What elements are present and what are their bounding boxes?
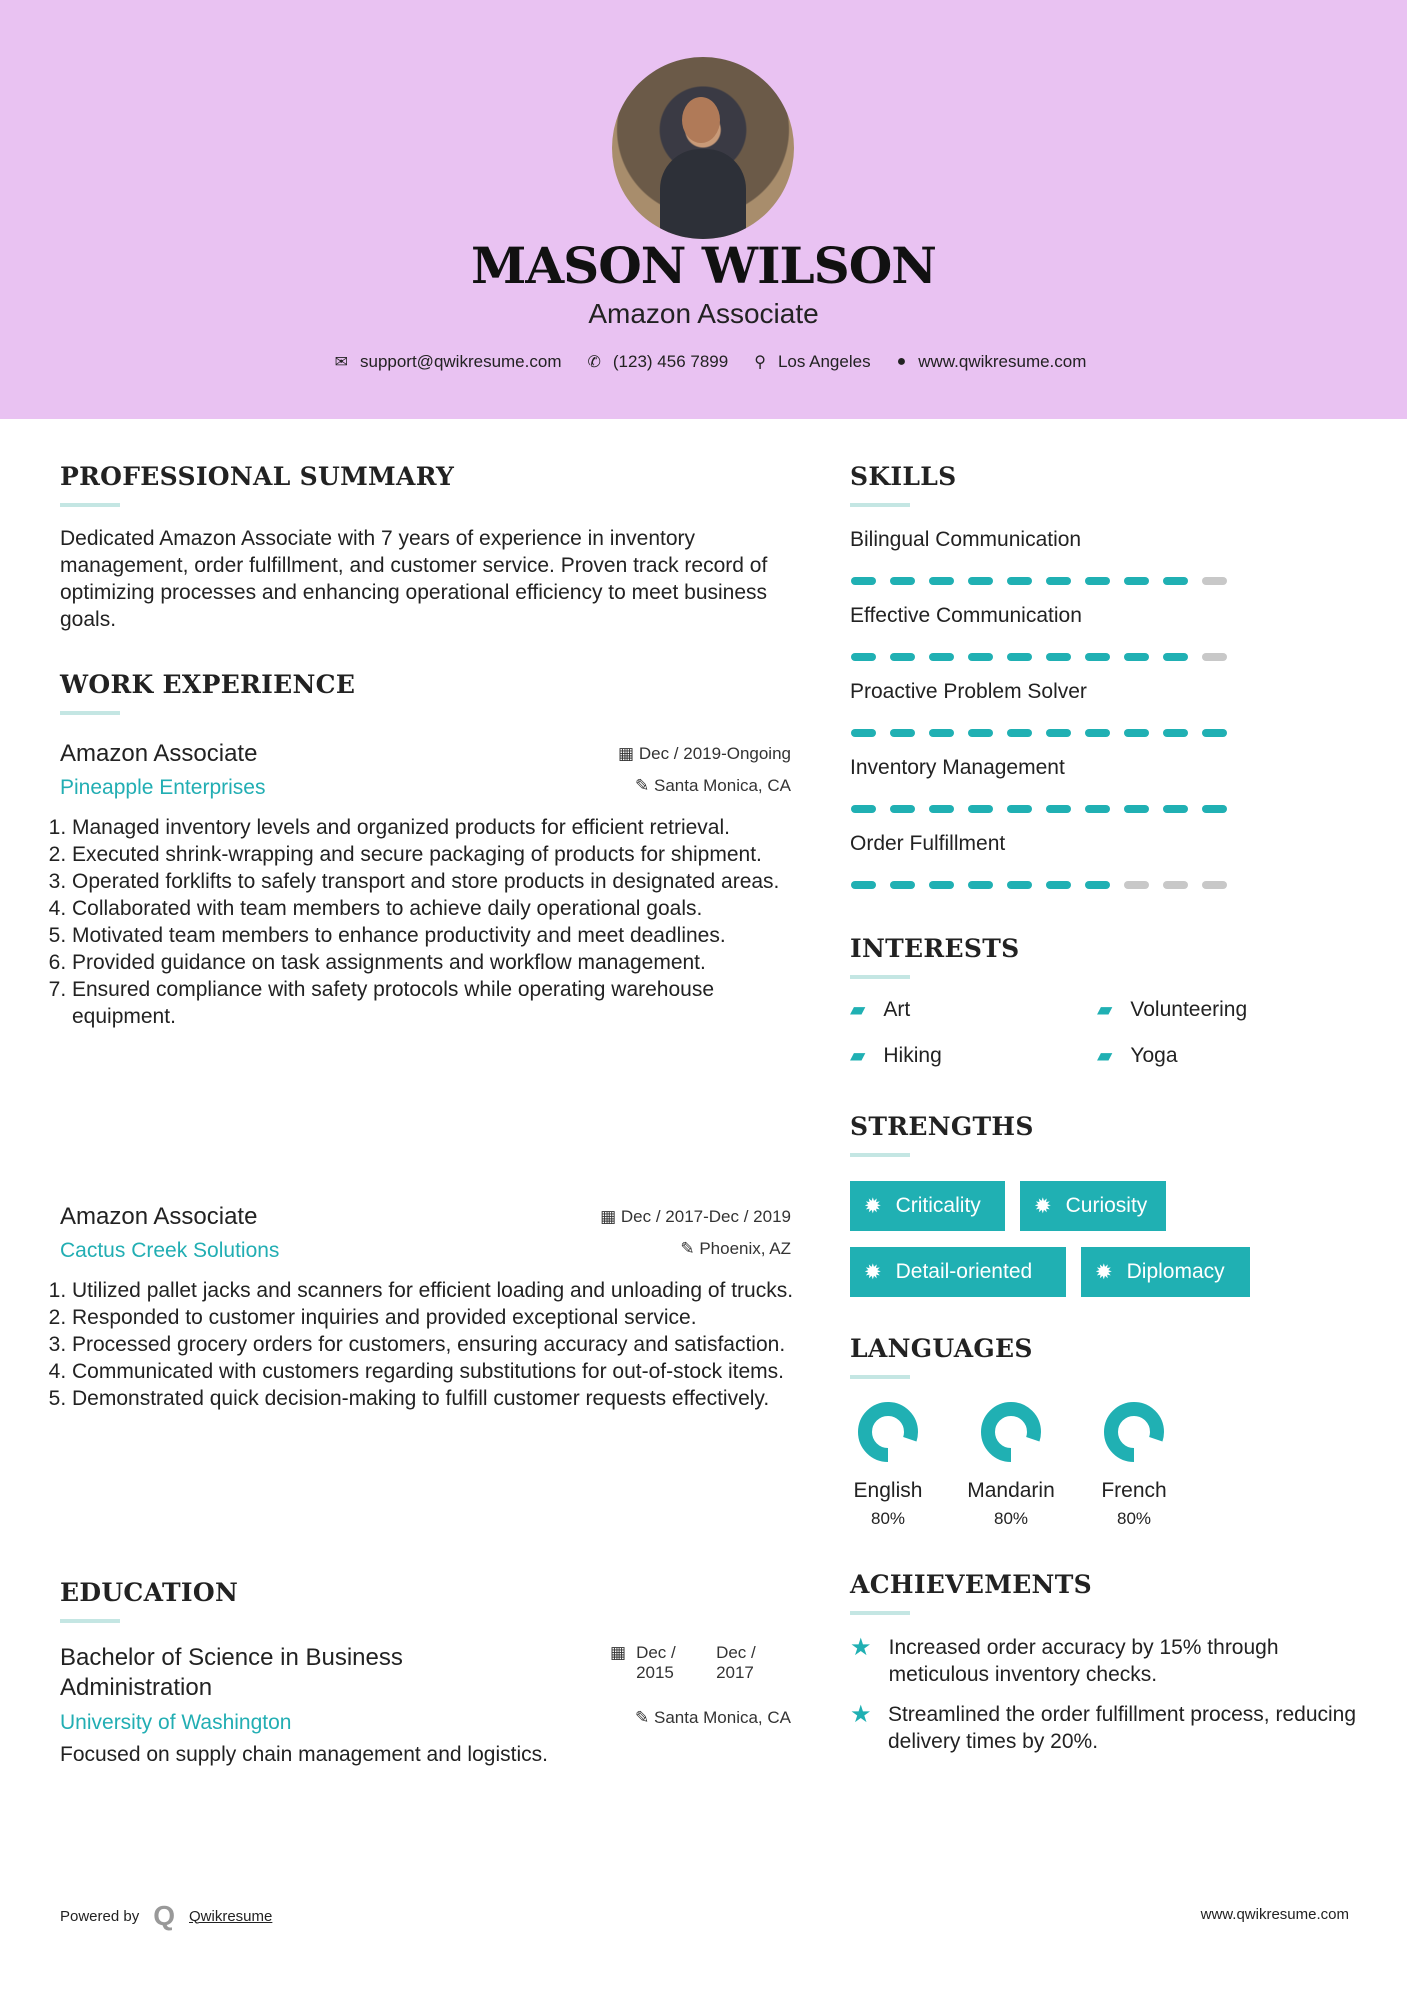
strength-tag: ✹ Criticality: [850, 1181, 1005, 1231]
job-title: Amazon Associate: [60, 1203, 258, 1230]
rating-dash-filled: [1085, 653, 1110, 661]
pin-icon: ✎: [635, 776, 654, 795]
phone-icon: ✆: [587, 354, 601, 371]
title-underline: [60, 1619, 120, 1623]
interest-item: ▰ Yoga: [1097, 1043, 1178, 1067]
skill-rating: [851, 577, 1227, 585]
title-underline: [60, 711, 120, 715]
job-title: Amazon Associate: [60, 740, 258, 767]
language-name: French: [1101, 1479, 1167, 1502]
rating-dash-filled: [968, 729, 993, 737]
candidate-name: MASON WILSON: [471, 236, 936, 295]
rating-dash-filled: [968, 805, 993, 813]
book-icon: ▰: [850, 999, 866, 1021]
rating-dash-filled: [890, 577, 915, 585]
rating-dash-filled: [1007, 577, 1032, 585]
pin-icon: ✎: [680, 1239, 700, 1258]
language-name: English: [853, 1479, 923, 1502]
rating-dash-filled: [1007, 805, 1032, 813]
achievement-item: ★ Increased order accuracy by 15% through meticulous inventory checks.: [850, 1634, 1279, 1686]
language-item: [1074, 1398, 1194, 1529]
book-icon: ▰: [850, 1045, 866, 1067]
rating-dash-filled: [1163, 805, 1188, 813]
list-item: 3. Processed grocery orders for customers, ensuring accuracy and satisfaction.: [72, 1331, 800, 1358]
language-percent: 80%: [870, 1509, 906, 1528]
job-entry: [60, 1203, 800, 1412]
company-name[interactable]: Pineapple Enterprises: [60, 776, 266, 799]
section-title: WORK EXPERIENCE: [60, 670, 356, 699]
skill-name: Effective Communication: [850, 604, 1082, 627]
section-title: ACHIEVEMENTS: [850, 1570, 1092, 1599]
envelope-icon: ✉: [334, 354, 348, 371]
section-title: STRENGTHS: [850, 1112, 1034, 1141]
pin-icon: ✎: [635, 1708, 654, 1727]
brand-link[interactable]: Qwikresume: [189, 1907, 273, 1925]
skill-rating: [851, 729, 1227, 737]
contact-email[interactable]: support@qwikresume.com: [359, 352, 562, 371]
interest-item: ▰ Hiking: [850, 1043, 942, 1067]
responsibilities-list: [54, 1277, 800, 1412]
rating-dash-filled: [851, 881, 876, 889]
skills-section: [850, 462, 1370, 507]
rating-dash-filled: [1085, 805, 1110, 813]
list-item: 7. Ensured compliance with safety protocols while operating warehouse equipment.: [72, 976, 800, 1030]
rating-dash-filled: [1202, 729, 1227, 737]
contact-website[interactable]: www.qwikresume.com: [918, 352, 1087, 371]
responsibilities-list: [54, 814, 800, 1030]
school[interactable]: University of Washington: [60, 1711, 292, 1734]
list-item: 2. Responded to customer inquiries and provided exceptional service.: [72, 1304, 800, 1331]
achievements-section: [850, 1570, 1092, 1615]
language-percent: 80%: [1116, 1509, 1152, 1528]
section-title: LANGUAGES: [850, 1334, 1033, 1363]
job-date: ▦ Dec / 2019-Ongoing: [618, 744, 791, 763]
strength-tag: ✹ Diplomacy: [1081, 1247, 1250, 1297]
calendar-icon: ▦: [600, 1207, 621, 1226]
job-location: ✎ Santa Monica, CA: [635, 776, 791, 795]
rating-dash-filled: [968, 881, 993, 889]
languages-section: [850, 1334, 1033, 1379]
education-location: ✎ Santa Monica, CA: [635, 1708, 791, 1727]
job-location: ✎ Phoenix, AZ: [680, 1239, 791, 1258]
title-underline: [850, 975, 910, 979]
rating-dash-filled: [890, 729, 915, 737]
language-proficiency-ring: [854, 1398, 922, 1466]
shooting-star-icon: ★: [850, 1634, 872, 1661]
skill-rating: [851, 653, 1227, 661]
rating-dash-filled: [1007, 729, 1032, 737]
rating-dash-filled: [1163, 577, 1188, 585]
list-item: 4. Communicated with customers regarding substitutions for out-of-stock items.: [72, 1358, 800, 1385]
section-title: PROFESSIONAL SUMMARY: [60, 462, 455, 491]
rating-dash-filled: [968, 577, 993, 585]
rating-dash-filled: [1007, 653, 1032, 661]
rating-dash-filled: [1046, 653, 1071, 661]
rating-dash-filled: [1202, 805, 1227, 813]
shooting-star-icon: ★: [850, 1701, 872, 1728]
list-item: 5. Motivated team members to enhance productivity and meet deadlines.: [72, 922, 800, 949]
rating-dash-filled: [1085, 577, 1110, 585]
rating-dash-filled: [1124, 729, 1149, 737]
experience-section: [60, 670, 800, 715]
rating-dash-filled: [851, 729, 876, 737]
rating-dash-filled: [968, 653, 993, 661]
list-item: 1. Utilized pallet jacks and scanners for efficient loading and unloading of trucks.: [72, 1277, 800, 1304]
interests-section: [850, 934, 1019, 979]
rating-dash-filled: [890, 881, 915, 889]
powered-by-label: Powered by: [60, 1907, 140, 1925]
title-underline: [850, 503, 910, 507]
strength-tag: ✹ Curiosity: [1020, 1181, 1166, 1231]
section-title: SKILLS: [850, 462, 957, 491]
rating-dash-empty: [1124, 881, 1149, 889]
contact-location: Los Angeles: [777, 352, 871, 371]
skill-name: Order Fulfillment: [850, 832, 1006, 855]
title-underline: [850, 1153, 910, 1157]
language-item: [828, 1398, 948, 1529]
language-proficiency-ring: [1100, 1398, 1168, 1466]
list-item: 4. Collaborated with team members to achieve daily operational goals.: [72, 895, 800, 922]
summary-text: Dedicated Amazon Associate with 7 years of experience in inventory management, order fulfillment, and customer service. Proven track record of optimizing processes and enhancing operational efficiency to meet business goals.: [60, 527, 768, 631]
contact-bar: [0, 352, 1407, 372]
title-underline: [850, 1611, 910, 1615]
list-item: 3. Operated forklifts to safely transport and store products in designated areas.: [72, 868, 800, 895]
degree: Bachelor of Science in Business Administration: [60, 1644, 403, 1701]
book-icon: ▰: [1097, 1045, 1113, 1067]
rating-dash-filled: [929, 729, 954, 737]
footer-brand: [60, 1900, 272, 1932]
strengths-section: [850, 1112, 1034, 1157]
education-description: Focused on supply chain management and logistics.: [60, 1743, 548, 1766]
rating-dash-filled: [1046, 805, 1071, 813]
skill-name: Proactive Problem Solver: [850, 680, 1087, 703]
badge-icon: ✹: [1095, 1260, 1113, 1284]
strength-tag: ✹ Detail-oriented: [850, 1247, 1066, 1297]
badge-icon: ✹: [864, 1194, 882, 1218]
language-percent: 80%: [993, 1509, 1029, 1528]
rating-dash-filled: [929, 577, 954, 585]
badge-icon: ✹: [1034, 1194, 1052, 1218]
rating-dash-filled: [1046, 729, 1071, 737]
achievement-item: ★ Streamlined the order fulfillment process, reducing delivery times by 20%.: [850, 1701, 1357, 1753]
ring-arc: [988, 1409, 1034, 1455]
rating-dash-filled: [1124, 805, 1149, 813]
rating-dash-filled: [929, 805, 954, 813]
language-name: Mandarin: [967, 1479, 1055, 1502]
language-proficiency-ring: [977, 1398, 1045, 1466]
rating-dash-filled: [1163, 729, 1188, 737]
section-title: EDUCATION: [60, 1578, 239, 1607]
rating-dash-filled: [851, 577, 876, 585]
rating-dash-filled: [1124, 577, 1149, 585]
interest-item: ▰ Art: [850, 997, 911, 1021]
summary-section: [60, 462, 800, 633]
rating-dash-filled: [890, 653, 915, 661]
language-item: [951, 1398, 1071, 1529]
calendar-icon: ▦: [610, 1643, 627, 1662]
book-icon: ▰: [1097, 999, 1113, 1021]
rating-dash-filled: [1007, 881, 1032, 889]
skill-rating: [851, 881, 1227, 889]
company-name[interactable]: Cactus Creek Solutions: [60, 1239, 280, 1262]
globe-icon: ●: [896, 353, 907, 370]
rating-dash-filled: [890, 805, 915, 813]
contact-phone: (123) 456 7899: [612, 352, 729, 371]
profile-photo: [612, 57, 794, 239]
rating-dash-filled: [1046, 881, 1071, 889]
list-item: 5. Demonstrated quick decision-making to fulfill customer requests effectively.: [72, 1385, 800, 1412]
rating-dash-filled: [851, 805, 876, 813]
ring-arc: [1111, 1409, 1157, 1455]
footer-website[interactable]: www.qwikresume.com: [1200, 1906, 1349, 1923]
rating-dash-filled: [1124, 653, 1149, 661]
list-item: 2. Executed shrink-wrapping and secure packaging of products for shipment.: [72, 841, 800, 868]
date-start: Dec / 2015: [636, 1643, 676, 1682]
ring-arc: [865, 1409, 911, 1455]
rating-dash-empty: [1202, 653, 1227, 661]
interest-item: ▰ Volunteering: [1097, 997, 1248, 1021]
job-date: ▦ Dec / 2017-Dec / 2019: [600, 1207, 791, 1226]
rating-dash-filled: [1163, 653, 1188, 661]
rating-dash-filled: [929, 653, 954, 661]
rating-dash-empty: [1202, 577, 1227, 585]
rating-dash-empty: [1163, 881, 1188, 889]
rating-dash-filled: [1085, 881, 1110, 889]
rating-dash-filled: [929, 881, 954, 889]
date-end: Dec / 2017: [716, 1643, 756, 1682]
badge-icon: ✹: [864, 1260, 882, 1284]
qwikresume-logo-icon: Q: [153, 1900, 175, 1931]
skill-rating: [851, 805, 1227, 813]
rating-dash-filled: [1046, 577, 1071, 585]
calendar-icon: ▦: [618, 744, 639, 763]
list-item: 1. Managed inventory levels and organized products for efficient retrieval.: [72, 814, 800, 841]
rating-dash-filled: [851, 653, 876, 661]
education-dates: [610, 1643, 776, 1683]
rating-dash-filled: [1085, 729, 1110, 737]
title-underline: [60, 503, 120, 507]
skill-name: Inventory Management: [850, 756, 1065, 779]
title-underline: [850, 1375, 910, 1379]
candidate-title: Amazon Associate: [588, 298, 819, 329]
skill-name: Bilingual Communication: [850, 528, 1082, 551]
list-item: 6. Provided guidance on task assignments and workflow management.: [72, 949, 800, 976]
section-title: INTERESTS: [850, 934, 1020, 963]
rating-dash-empty: [1202, 881, 1227, 889]
map-pin-icon: ⚲: [754, 354, 766, 371]
